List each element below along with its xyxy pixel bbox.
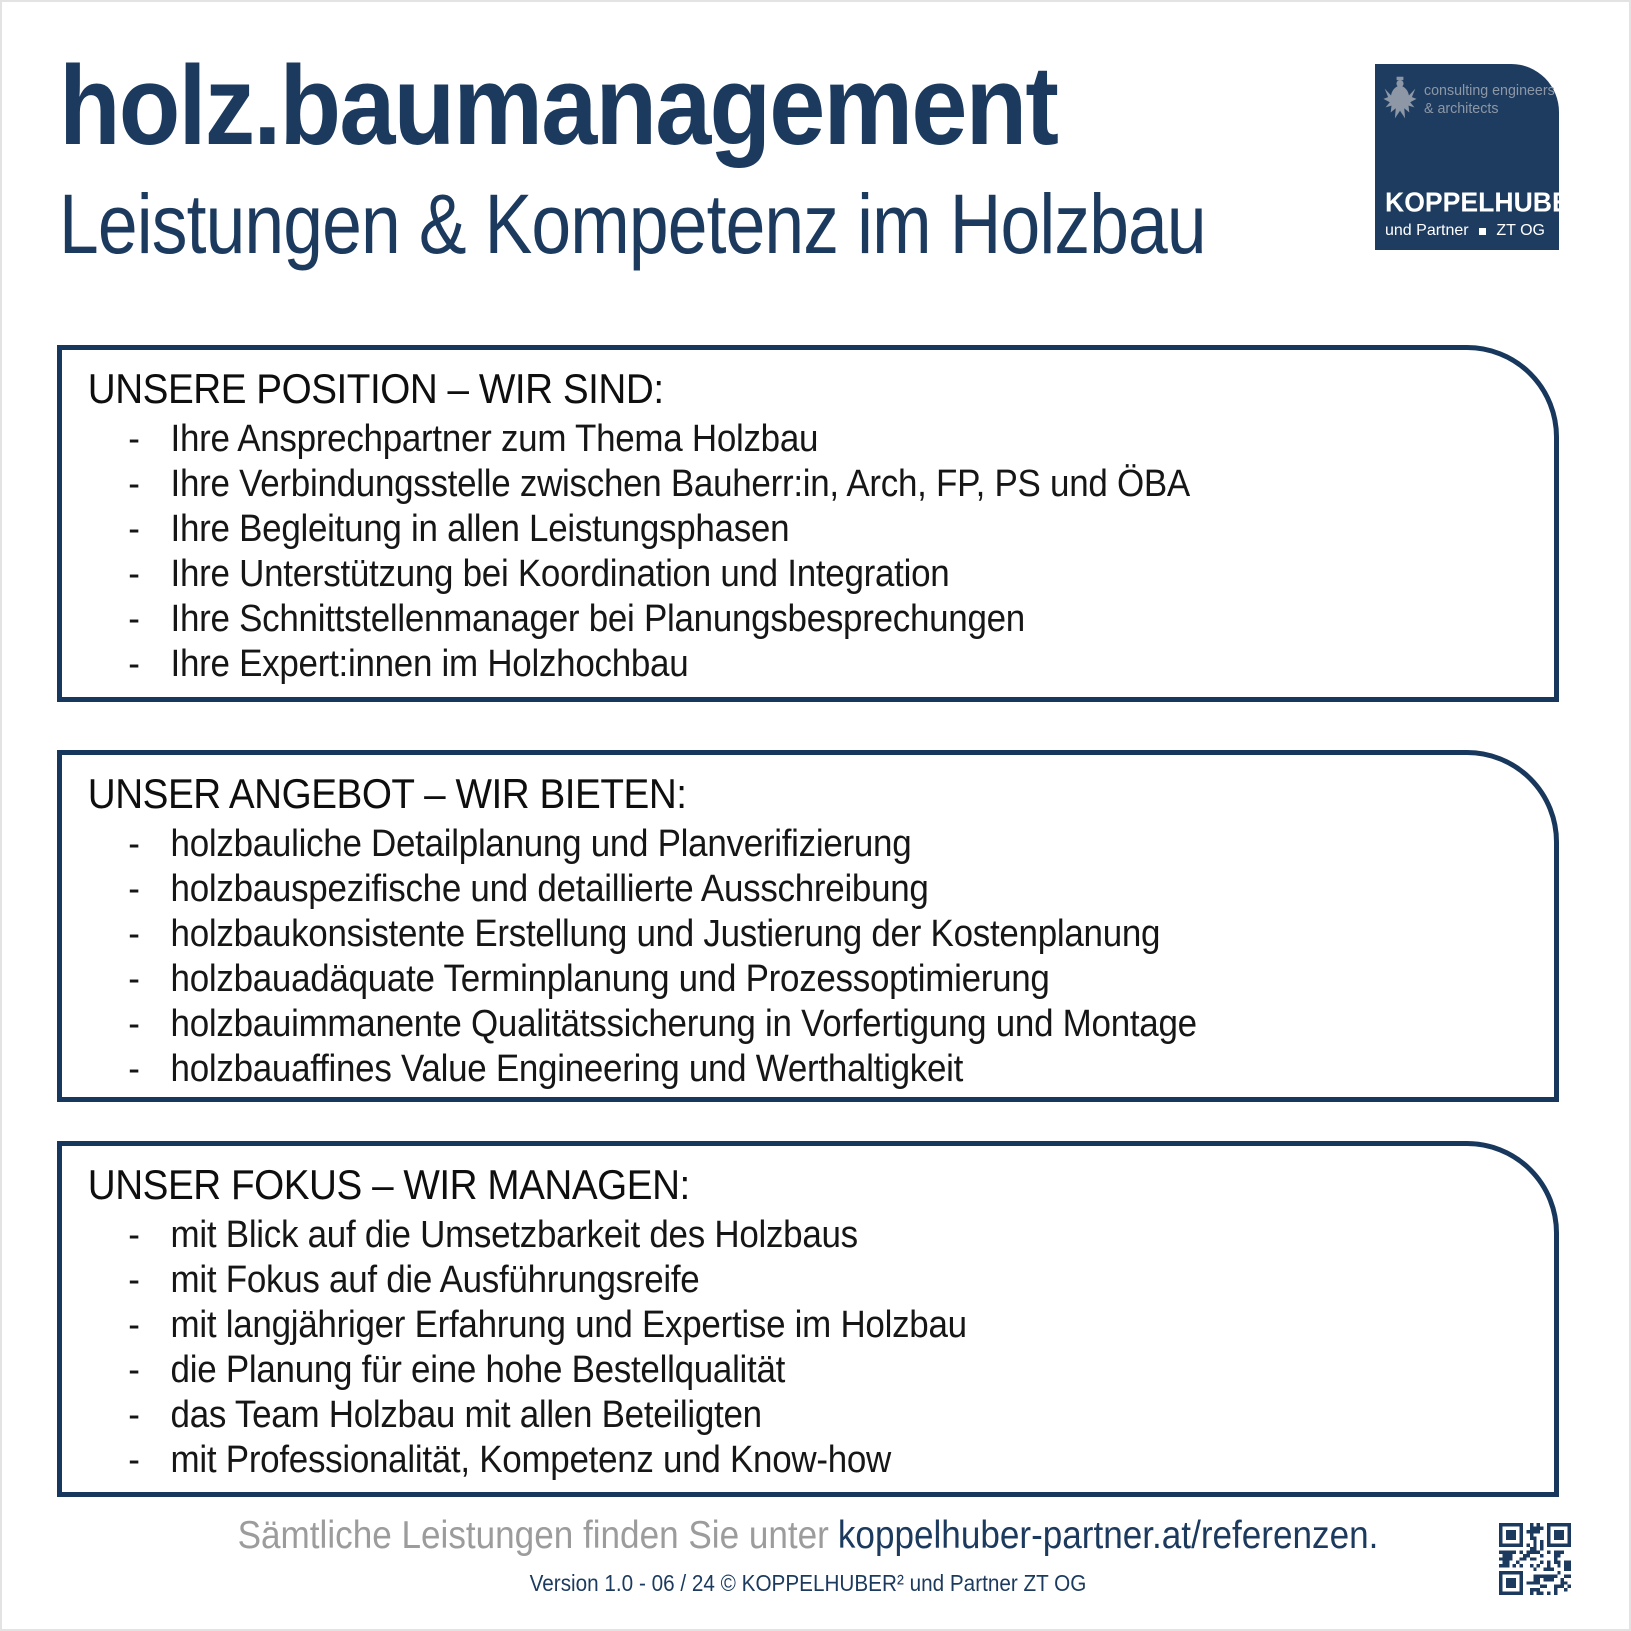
dash-bullet: -: [128, 1259, 140, 1302]
dash-bullet: -: [128, 1048, 140, 1091]
brand-text: KOPPELHUBER: [1385, 186, 1589, 217]
dash-bullet: -: [128, 598, 140, 641]
logo-tagline-line2: & architects: [1424, 100, 1499, 117]
dash-bullet: -: [128, 463, 140, 506]
company-logo: [1375, 64, 1598, 250]
logo-brand-name: [1385, 187, 1598, 216]
list-item: - holzbauspezifische und detaillierte Ausschreibung: [128, 868, 929, 911]
footer: [57, 1513, 1559, 1597]
dash-bullet: -: [128, 553, 140, 596]
logo-tagline-line1: consulting engineers: [1424, 82, 1555, 99]
section-position-box: [57, 345, 1559, 702]
list-item: - mit Professionalität, Kompetenz und Know-how: [128, 1439, 892, 1482]
list-item: - Ihre Verbindungsstelle zwischen Bauherr:in, Arch, FP, PS und ÖBA: [128, 463, 1190, 506]
dash-bullet: -: [128, 913, 140, 956]
version-text: Version 1.0 - 06 / 24 © KOPPELHUBER² und Partner ZT OG: [529, 1569, 1087, 1596]
list-item: - Ihre Schnittstellenmanager bei Planungsbesprechungen: [128, 598, 1025, 641]
logo-subline: [1385, 223, 1545, 239]
qr-code-icon: [1499, 1523, 1571, 1595]
dash-bullet: -: [128, 1003, 140, 1046]
dash-bullet: -: [128, 418, 140, 461]
dash-bullet: -: [128, 1349, 140, 1392]
list-item: - das Team Holzbau mit allen Beteiligten: [128, 1394, 762, 1437]
page-subtitle: Leistungen & Kompetenz im Holzbau: [59, 177, 1206, 271]
footer-note-text: Sämtliche Leistungen finden Sie unter: [237, 1514, 829, 1557]
dash-bullet: -: [128, 1439, 140, 1482]
section-heading: UNSERE POSITION – WIR SIND:: [87, 365, 664, 412]
section-heading: UNSER ANGEBOT – WIR BIETEN:: [87, 770, 687, 817]
list-item: - mit langjähriger Erfahrung und Expertise im Holzbau: [128, 1304, 967, 1347]
list-item: - holzbauaffines Value Engineering und Werthaltigkeit: [128, 1048, 964, 1091]
list-item: - die Planung für eine hohe Bestellqualität: [128, 1349, 786, 1392]
dash-bullet: -: [128, 958, 140, 1001]
list-item: - Ihre Expert:innen im Holzhochbau: [128, 643, 689, 686]
dash-bullet: -: [128, 823, 140, 866]
dash-bullet: -: [128, 868, 140, 911]
dash-bullet: -: [128, 1394, 140, 1437]
square-bullet-icon: [1479, 228, 1486, 235]
list-item: - mit Fokus auf die Ausführungsreife: [128, 1259, 700, 1302]
logo-subline-left: und Partner: [1385, 222, 1469, 239]
footer-note: [132, 1513, 1484, 1560]
section-angebot-box: [57, 750, 1559, 1102]
list-item: - Ihre Ansprechpartner zum Thema Holzbau: [128, 418, 819, 461]
logo-subline-right: ZT OG: [1496, 222, 1545, 239]
list-item: - holzbauimmanente Qualitätssicherung in Vorfertigung und Montage: [128, 1003, 1197, 1046]
logo-tagline: [1424, 75, 1555, 121]
austrian-eagle-icon: [1383, 75, 1417, 121]
section-heading: UNSER FOKUS – WIR MANAGEN:: [87, 1161, 690, 1208]
page-title: holz.baumanagement: [59, 43, 1058, 168]
dash-bullet: -: [128, 643, 140, 686]
list-item: - holzbauliche Detailplanung und Planverifizierung: [128, 823, 912, 866]
list-item: - holzbauadäquate Terminplanung und Prozessoptimierung: [128, 958, 1050, 1001]
list-item: - Ihre Begleitung in allen Leistungsphasen: [128, 508, 790, 551]
section-fokus-box: [57, 1141, 1559, 1497]
brand-superscript: 2: [1588, 185, 1598, 205]
list-item: - Ihre Unterstützung bei Koordination und Integration: [128, 553, 950, 596]
dash-bullet: -: [128, 1214, 140, 1257]
list-item: - holzbaukonsistente Erstellung und Justierung der Kostenplanung: [128, 913, 1161, 956]
dash-bullet: -: [128, 508, 140, 551]
dash-bullet: -: [128, 1304, 140, 1347]
list-item: - mit Blick auf die Umsetzbarkeit des Holzbaus: [128, 1214, 858, 1257]
referenzen-link[interactable]: koppelhuber-partner.at/referenzen.: [837, 1514, 1379, 1557]
